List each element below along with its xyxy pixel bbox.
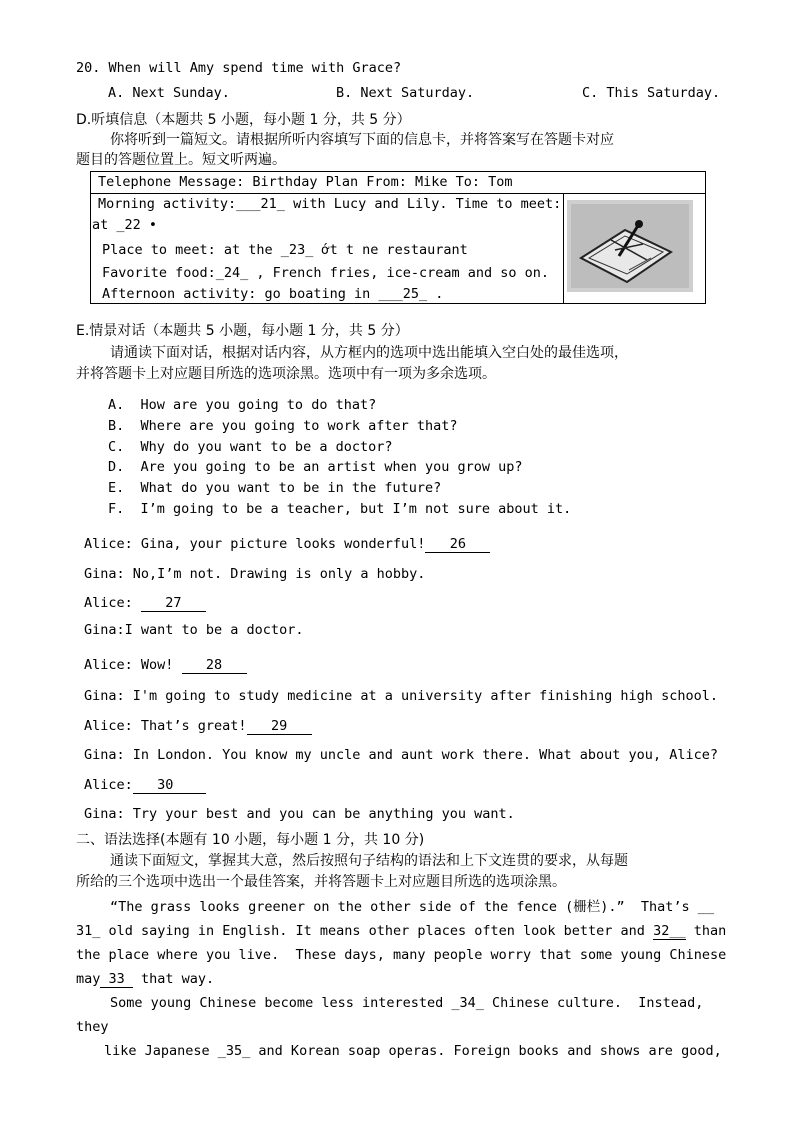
dialogue-line-7 — [84, 717, 312, 735]
message-afternoon-activity: Afternoon activity: go boating in ___25_ . — [102, 286, 444, 302]
dialogue-text: Gina: I'm going to study medicine at a university after finishing high school. — [84, 688, 718, 704]
dialogue-text: Alice: Wow! — [84, 657, 182, 673]
dialogue-text: Gina:I want to be a doctor. — [84, 622, 304, 638]
dialogue-option-b: B. Where are you going to work after that? — [108, 418, 458, 434]
blank-26: 26 — [425, 536, 491, 552]
section-e-heading: E.情景对话（本题共 5 小题，每小题 1 分，共 5 分） — [76, 323, 409, 339]
dialogue-line-2 — [84, 565, 425, 583]
dialogue-line-4 — [84, 621, 303, 639]
message-card-divider — [563, 193, 564, 303]
passage-line-6: they — [76, 1019, 109, 1035]
message-place-to-meet: Place to meet: at the _23_ ớt t ne restaurant — [102, 242, 468, 258]
blank-28: 28 — [181, 657, 247, 673]
message-morning-activity: Morning activity:___21_ with Lucy and Lily. Time to meet: — [98, 196, 562, 212]
passage-line-5: Some young Chinese become less interested _34_ Chinese culture. Instead, — [110, 995, 704, 1011]
passage-text: that way. — [132, 971, 215, 987]
dialogue-text: Alice: — [84, 595, 141, 611]
passage-text: may — [76, 971, 101, 987]
section-ii-instruction-line2: 所给的三个选项中选出一个最佳答案，并将答题卡上对应题目所选的选项涂黑。 — [76, 874, 566, 890]
passage-line-3: the place where you live. These days, many people worry that some young Chinese — [76, 947, 727, 963]
blank-32: 32__ — [653, 923, 686, 939]
dialogue-option-e: E. What do you want to be in the future? — [108, 480, 442, 496]
passage-line-4 — [76, 970, 214, 988]
section-d-instruction-line1: 你将听到一篇短文。请根据所听内容填写下面的信息卡，并将答案写在答题卡对应 — [110, 132, 614, 148]
dialogue-text: Gina: No,I’m not. Drawing is only a hobby. — [84, 566, 426, 582]
passage-text: than — [685, 923, 727, 939]
dialogue-line-10 — [84, 805, 515, 823]
dialogue-text: Gina: In London. You know my uncle and aunt work there. What about you, Alice? — [84, 747, 718, 763]
q20-option-a: A. Next Sunday. — [108, 85, 230, 101]
dialogue-line-6 — [84, 687, 718, 705]
dialogue-line-1 — [84, 535, 490, 553]
message-note-image — [567, 200, 693, 292]
dialogue-option-a: A. How are you going to do that? — [108, 397, 377, 413]
section-ii-instruction-line1: 通读下面短文，掌握其大意，然后按照句子结构的语法和上下文连贯的要求，从每题 — [110, 853, 628, 869]
question-20: 20. When will Amy spend time with Grace? — [76, 60, 402, 76]
message-favorite-food: Favorite food:_24_ , French fries, ice-cream and so on. — [102, 265, 550, 281]
dialogue-line-3 — [84, 594, 206, 612]
dialogue-text: Alice: Gina, your picture looks wonderful! — [84, 536, 426, 552]
q20-option-c: C. This Saturday. — [582, 85, 721, 101]
passage-line-2 — [76, 922, 726, 940]
q20-option-b: B. Next Saturday. — [336, 85, 475, 101]
message-card-title: Telephone Message: Birthday Plan From: Mike To: Tom — [98, 174, 513, 190]
blank-27: 27 — [140, 595, 206, 611]
dialogue-option-f: F. I’m going to be a teacher, but I’m not sure about it. — [108, 501, 572, 517]
message-time-to-meet: at _22 • — [92, 217, 158, 233]
blank-33: 33 — [100, 971, 133, 987]
dialogue-option-d: D. Are you going to be an artist when you grow up? — [108, 459, 523, 475]
dialogue-line-9 — [84, 776, 206, 794]
dialogue-line-5 — [84, 656, 247, 674]
section-e-instruction-line1: 请通读下面对话，根据对话内容，从方框内的选项中选出能填入空白处的最佳选项， — [110, 345, 628, 361]
section-d-heading: D.听填信息（本题共 5 小题，每小题 1 分，共 5 分） — [76, 112, 411, 128]
dialogue-text: Gina: Try your best and you can be anything you want. — [84, 806, 515, 822]
dialogue-line-8 — [84, 746, 718, 764]
section-d-instruction-line2: 题目的答题位置上。短文听两遍。 — [76, 152, 286, 168]
passage-line-7: like Japanese _35_ and Korean soap operas. Foreign books and shows are good, — [104, 1043, 722, 1059]
dialogue-text: Alice: — [84, 777, 133, 793]
passage-line-1: “The grass looks greener on the other side of the fence (栅栏).” That’s __ — [110, 899, 715, 915]
dialogue-option-c: C. Why do you want to be a doctor? — [108, 439, 393, 455]
passage-text: 31_ old saying in English. It means other places often look better and — [76, 923, 654, 939]
section-ii-heading: 二、语法选择(本题有 10 小题，每小题 1 分，共 10 分) — [76, 832, 425, 848]
dialogue-text: Alice: That’s great! — [84, 718, 247, 734]
section-e-instruction-line2: 并将答题卡上对应题目所选的选项涂黑。选项中有一项为多余选项。 — [76, 366, 496, 382]
blank-29: 29 — [246, 718, 312, 734]
blank-30: 30 — [132, 777, 206, 793]
